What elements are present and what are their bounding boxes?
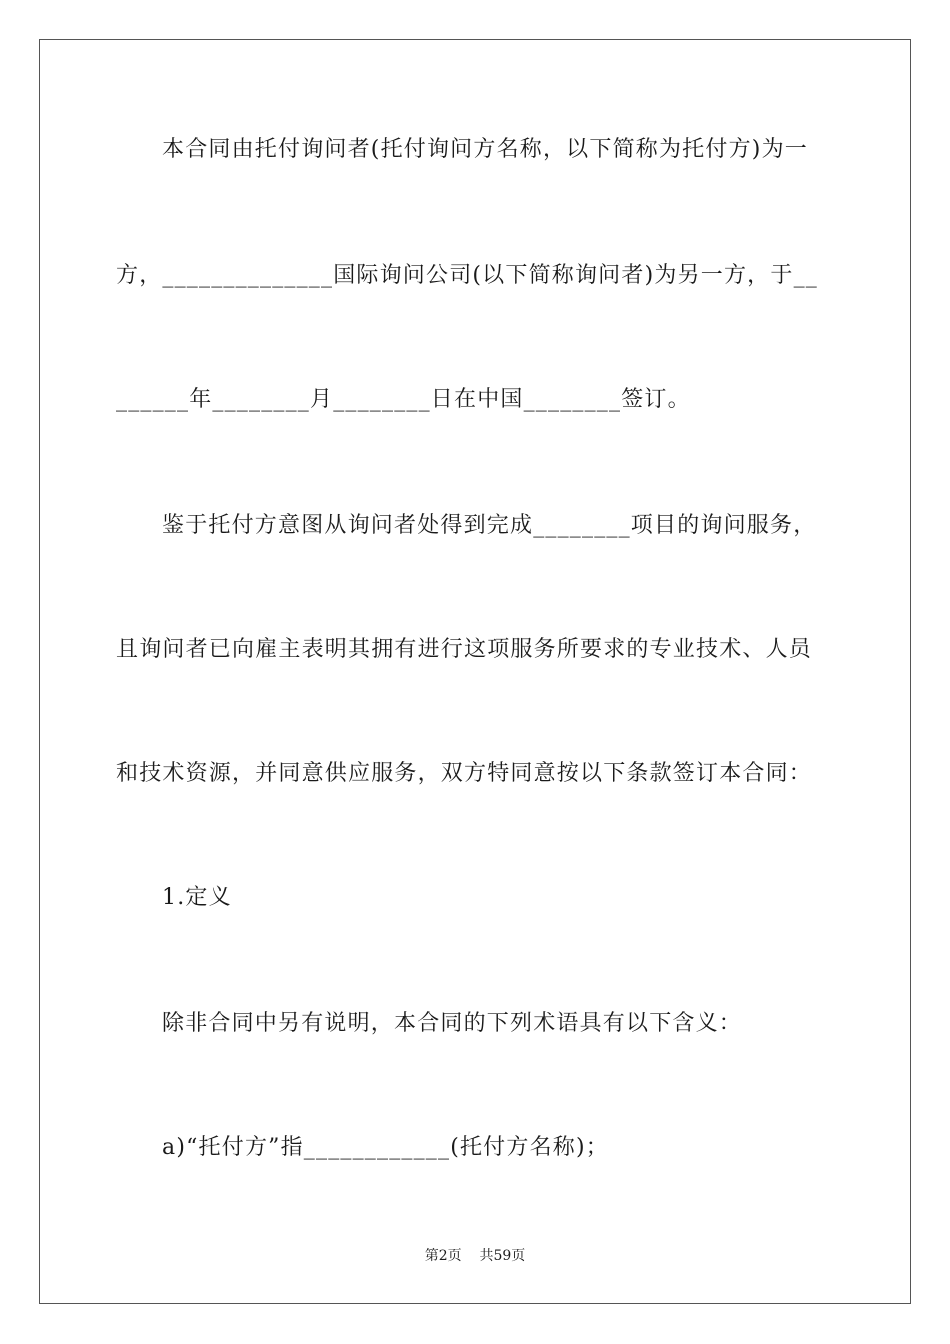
page-border bbox=[39, 39, 911, 1304]
section-heading-definitions: 1.定义 bbox=[162, 885, 232, 910]
paragraph-line-3: ______年________月________日在中国________签订。 bbox=[116, 387, 691, 412]
paragraph-line-6: 和技术资源，并同意供应服务，双方特同意按以下条款签订本合同： bbox=[116, 761, 813, 786]
paragraph-line-2: 方，______________国际询问公司(以下简称询问者)为另一方，于__ bbox=[116, 263, 818, 288]
paragraph-line-1: 本合同由托付询问者(托付询问方名称，以下简称为托付方)为一 bbox=[162, 137, 808, 162]
paragraph-line-4: 鉴于托付方意图从询问者处得到完成________项目的询问服务， bbox=[162, 513, 817, 538]
paragraph-line-8: 除非合同中另有说明，本合同的下列术语具有以下含义： bbox=[162, 1011, 743, 1036]
paragraph-line-5: 且询问者已向雇主表明其拥有进行这项服务所要求的专业技术、人员 bbox=[116, 637, 813, 662]
page-number-footer: 第2页 共59页 bbox=[424, 1248, 526, 1264]
definition-item-a: a)“托付方”指____________(托付方名称)； bbox=[162, 1135, 609, 1160]
